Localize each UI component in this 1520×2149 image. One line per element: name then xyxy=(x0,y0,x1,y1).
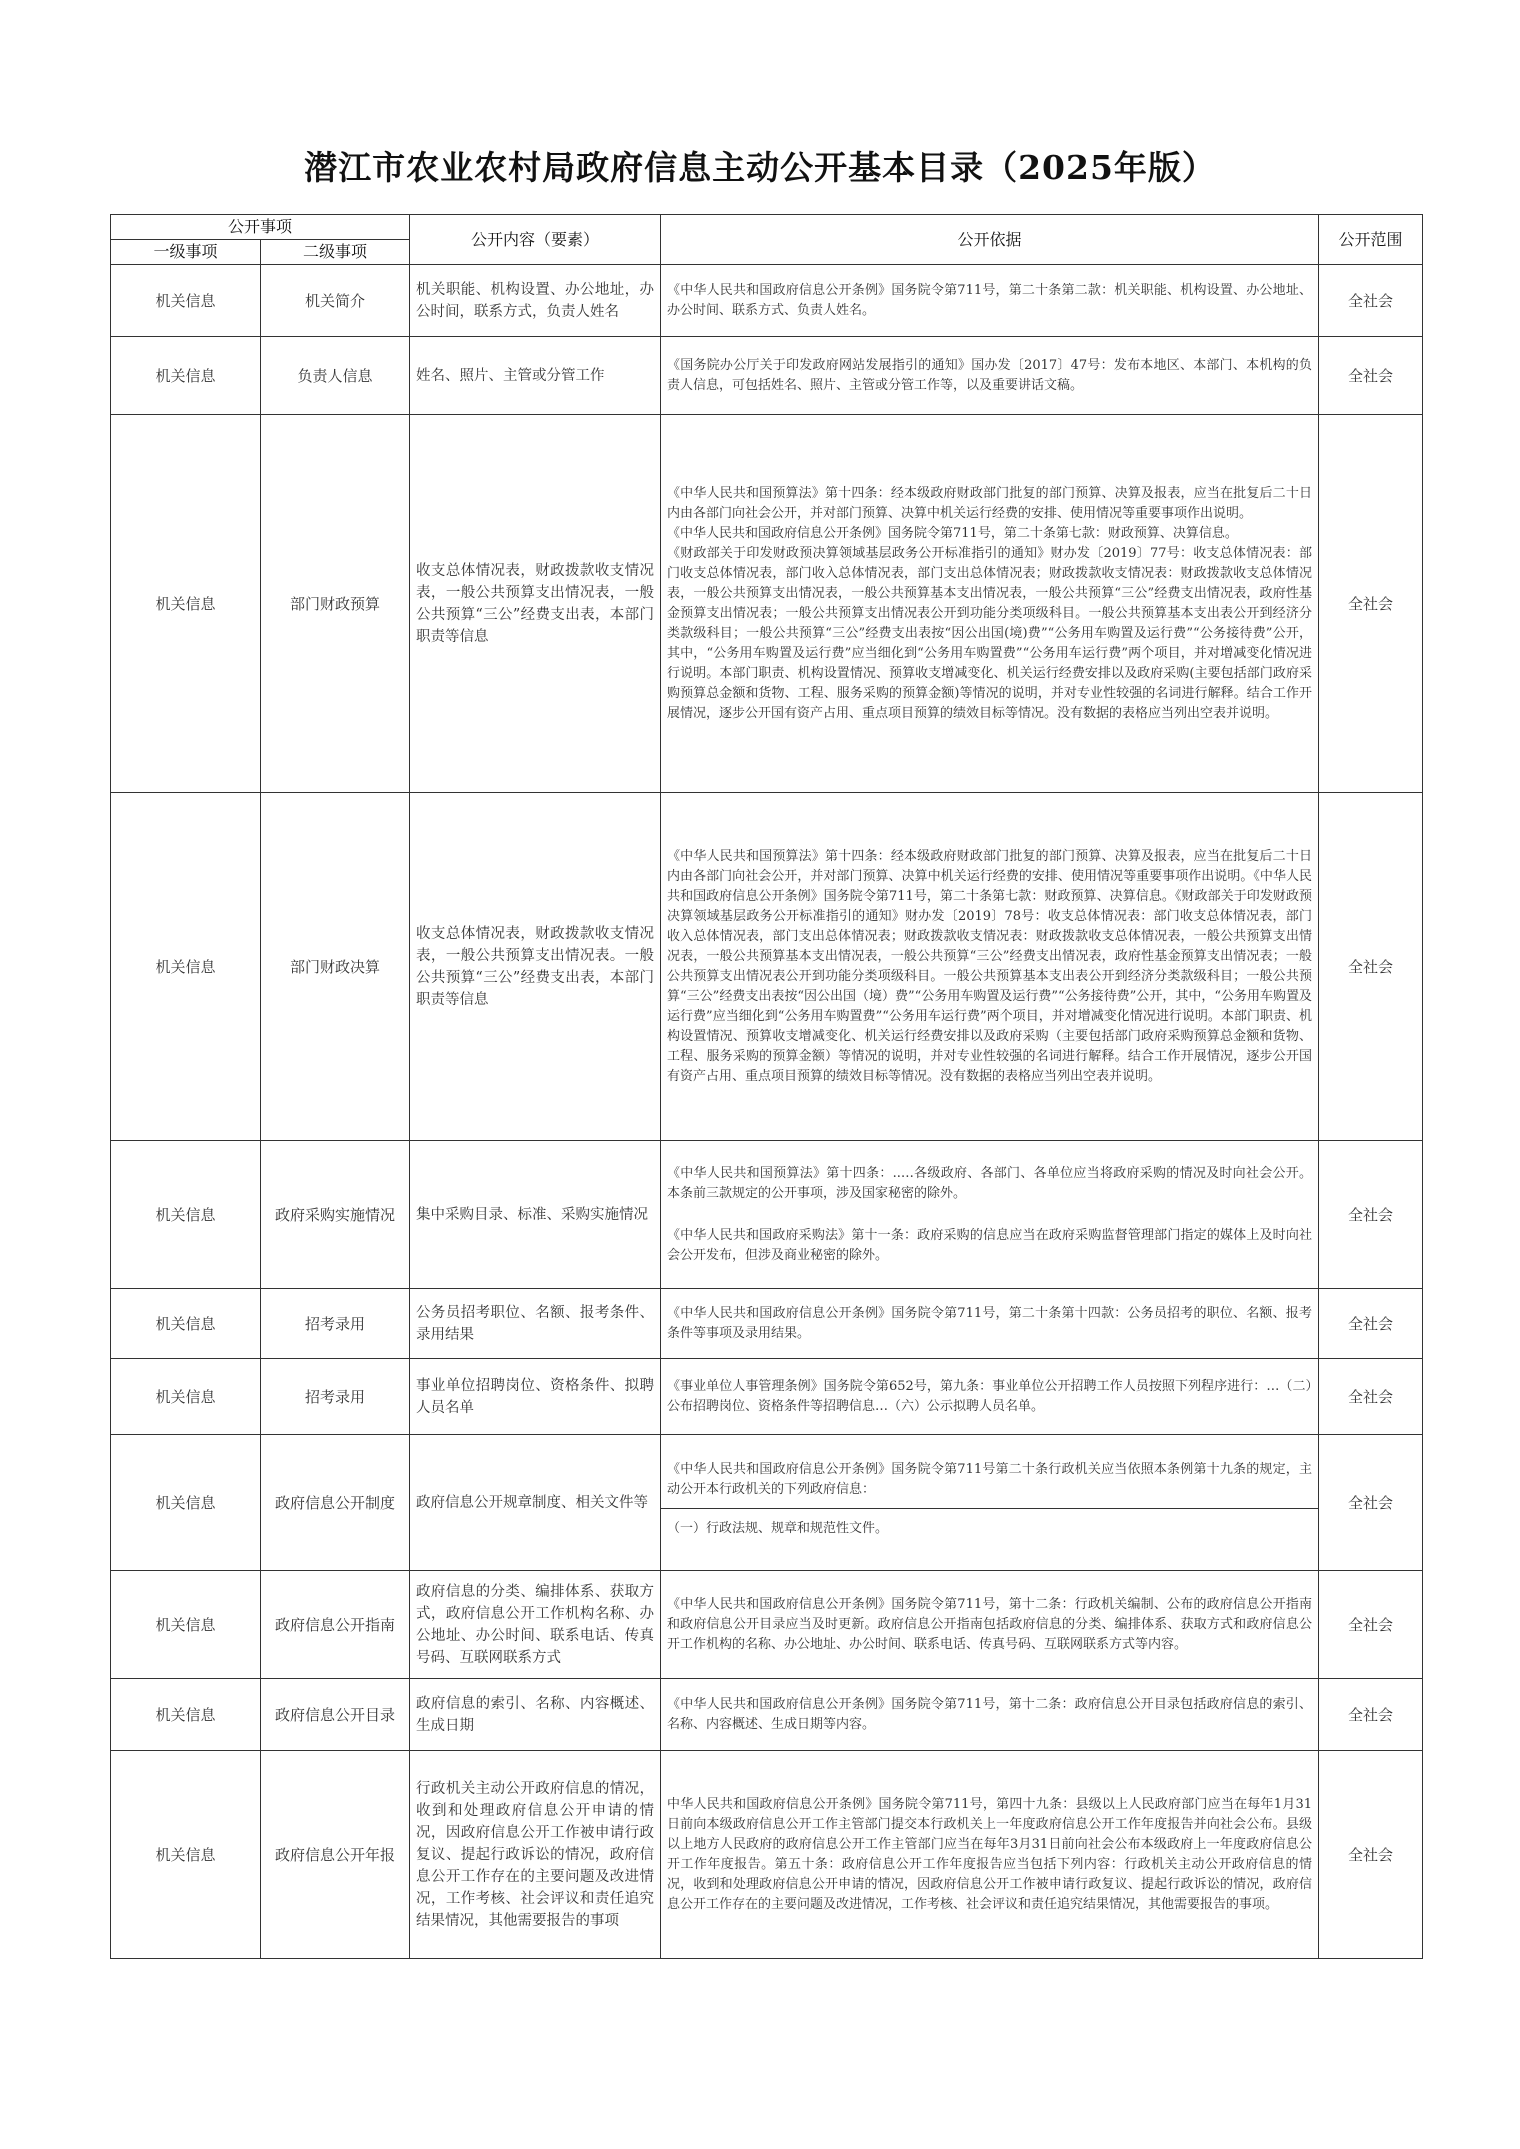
level2-cell: 负责人信息 xyxy=(261,337,410,415)
header-group: 公开事项 xyxy=(111,215,410,240)
header-scope: 公开范围 xyxy=(1319,215,1423,265)
content-cell: 机关职能、机构设置、办公地址，办公时间，联系方式，负责人姓名 xyxy=(410,265,661,337)
table-row xyxy=(111,1571,1423,1679)
level2-cell: 招考录用 xyxy=(261,1359,410,1435)
header-level2: 二级事项 xyxy=(261,240,410,265)
scope-cell: 全社会 xyxy=(1319,1679,1423,1751)
level1-cell: 机关信息 xyxy=(111,1571,261,1679)
basis-text: （一）行政法规、规章和规范性文件。 xyxy=(667,1521,889,1536)
scope-cell: 全社会 xyxy=(1319,1435,1423,1571)
level1-cell: 机关信息 xyxy=(111,1435,261,1571)
level1-cell: 机关信息 xyxy=(111,1679,261,1751)
basis-text: 《中华人民共和国预算法》第十四条：..…各级政府、各部门、各单位应当将政府采购的情况及时向社会公开。本条前三款规定的公开事项，涉及国家秘密的除外。 xyxy=(667,1165,1313,1201)
scope-cell: 全社会 xyxy=(1319,415,1423,793)
basis-text: 《中华人民共和国预算法》第十四条：经本级政府财政部门批复的部门预算、决算及报表，应当在批复后二十日内由各部门向社会公开，并对部门预算、决算中机关运行经费的安排、使用情况等重要事项作出说明。《中华人民共和国政府信息公开条例》国务院令第711号，第二十条第七款：财政预算、决算信息。《财政部关于印发财政预决算领域基层政务公开标准指引的通知》财办发〔2019〕78号：收支总体情况表：部门收支总体情况表，部门收入总体情况表，部门支出总体情况表；财政拨款收支情况表：财政拨款收支总体情况表，一般公共预算支出情况表，一般公共预算基本支出情况表，一般公共预算“三公”经费支出情况表，政府性基金预算支出情况表；一般公共预算支出情况表公开到功能分类项级科目。一般公共预算基本支出表公开到经济分类款级科目；一般公共预算“三公”经费支出表按“因公出国（境）费”“公务用车购置及运行费”“公务接待费”公开，其中，“公务用车购置及运行费”应当细化到“公务用车购置费”“公务用车运行费”两个项目，并对增减变化情况进行说明。本部门职责、机构设置情况、预算收支增减变化、机关运行经费安排以及政府采购（主要包括部门政府采购预算总金额和货物、工程、服务采购的预算金额）等情况的说明，并对专业性较强的名词进行解释。结合工作开展情况，逐步公开国有资产占用、重点项目预算的绩效目标等情况。没有数据的表格应当列出空表并说明。 xyxy=(667,848,1313,1084)
basis-text: 《中华人民共和国政府信息公开条例》国务院令第711号，第十二条：行政机关编制、公布的政府信息公开指南和政府信息公开目录应当及时更新。政府信息公开指南包括政府信息的分类、编排体系、获取方式和政府信息公开工作机构的名称、办公地址、办公时间、联系电话、传真号码、互联网联系方式等内容。 xyxy=(667,1596,1313,1652)
basis-cell xyxy=(661,1289,1319,1359)
level1-cell: 机关信息 xyxy=(111,1359,261,1435)
content-cell: 政府信息的分类、编排体系、获取方式，政府信息公开工作机构名称、办公地址、办公时间、联系电话、传真号码、互联网联系方式 xyxy=(410,1571,661,1679)
basis-text: 《国务院办公厅关于印发政府网站发展指引的通知》国办发〔2017〕47号：发布本地区、本部门、本机构的负责人信息，可包括姓名、照片、主管或分管工作等，以及重要讲话文稿。 xyxy=(667,357,1313,393)
basis-cell xyxy=(661,1679,1319,1751)
basis-cell xyxy=(661,415,1319,793)
basis-text: 《中华人民共和国预算法》第十四条：经本级政府财政部门批复的部门预算、决算及报表，应当在批复后二十日内由各部门向社会公开，并对部门预算、决算中机关运行经费的安排、使用情况等重要事项作出说明。 xyxy=(667,485,1313,521)
level1-cell: 机关信息 xyxy=(111,1289,261,1359)
table-row xyxy=(111,337,1423,415)
content-cell: 公务员招考职位、名额、报考条件、录用结果 xyxy=(410,1289,661,1359)
content-cell: 姓名、照片、主管或分管工作 xyxy=(410,337,661,415)
basis-cell xyxy=(661,1435,1319,1571)
level2-cell: 招考录用 xyxy=(261,1289,410,1359)
table-row xyxy=(111,1751,1423,1959)
content-cell: 集中采购目录、标准、采购实施情况 xyxy=(410,1141,661,1289)
content-cell: 收支总体情况表，财政拨款收支情况表，一般公共预算支出情况表，一般公共预算“三公”经费支出表，本部门职责等信息 xyxy=(410,415,661,793)
scope-cell: 全社会 xyxy=(1319,793,1423,1141)
level1-cell: 机关信息 xyxy=(111,415,261,793)
level2-cell: 政府信息公开指南 xyxy=(261,1571,410,1679)
content-cell: 行政机关主动公开政府信息的情况，收到和处理政府信息公开申请的情况，因政府信息公开工作被申请行政复议、提起行政诉讼的情况，政府信息公开工作存在的主要问题及改进情况，工作考核、社会评议和责任追究结果情况，其他需要报告的事项 xyxy=(410,1751,661,1959)
level1-cell: 机关信息 xyxy=(111,1751,261,1959)
scope-cell: 全社会 xyxy=(1319,1289,1423,1359)
content-cell: 收支总体情况表，财政拨款收支情况表，一般公共预算支出情况表。一般公共预算“三公”经费支出表，本部门职责等信息 xyxy=(410,793,661,1141)
basis-text: 《财政部关于印发财政预决算领域基层政务公开标准指引的通知》财办发〔2019〕77号：收支总体情况表：部门收支总体情况表，部门收入总体情况表，部门支出总体情况表；财政拨款收支情况表：财政拨款收支总体情况表，一般公共预算支出情况表，一般公共预算基本支出情况表，一般公共预算“三公”经费支出情况表，政府性基金预算支出情况表；一般公共预算支出情况表公开到功能分类项级科目。一般公共预算基本支出表公开到经济分类款级科目；一般公共预算“三公”经费支出表按“因公出国(境)费”“公务用车购置及运行费”“公务接待费”公开，其中，“公务用车购置及运行费”应当细化到“公务用车购置费”“公务用车运行费”两个项目，并对增减变化情况进行说明。本部门职责、机构设置情况、预算收支增减变化、机关运行经费安排以及政府采购(主要包括部门政府采购预算总金额和货物、工程、服务采购的预算金额)等情况的说明，并对专业性较强的名词进行解释。结合工作开展情况，逐步公开国有资产占用、重点项目预算的绩效目标等情况。没有数据的表格应当列出空表并说明。 xyxy=(667,545,1313,721)
header-level1: 一级事项 xyxy=(111,240,261,265)
level1-cell: 机关信息 xyxy=(111,793,261,1141)
catalog-table xyxy=(110,214,1423,1959)
page-title: 潜江市农业农村局政府信息主动公开基本目录（2025年版） xyxy=(304,148,1216,187)
content-cell: 事业单位招聘岗位、资格条件、拟聘人员名单 xyxy=(410,1359,661,1435)
basis-text: 《中华人民共和国政府信息公开条例》国务院令第711号，第二十条第二款：机关职能、机构设置、办公地址、办公时间、联系方式、负责人姓名。 xyxy=(667,282,1313,318)
basis-cell xyxy=(661,1751,1319,1959)
inner-divider xyxy=(661,1508,1318,1509)
table-row xyxy=(111,1435,1423,1571)
level2-cell: 政府信息公开目录 xyxy=(261,1679,410,1751)
basis-text: 《事业单位人事管理条例》国务院令第652号，第九条：事业单位公开招聘工作人员按照下列程序进行：…（二）公布招聘岗位、资格条件等招聘信息…（六）公示拟聘人员名单。 xyxy=(667,1378,1313,1414)
basis-cell xyxy=(661,1571,1319,1679)
level2-cell: 政府信息公开制度 xyxy=(261,1435,410,1571)
basis-text: 中华人民共和国政府信息公开条例》国务院令第711号，第四十九条：县级以上人民政府部门应当在每年1月31日前向本级政府信息公开工作主管部门提交本行政机关上一年度政府信息公开工作年度报告并向社会公布。县级以上地方人民政府的政府信息公开工作主管部门应当在每年3月31日前向社会公布本级政府上一年度政府信息公开工作年度报告。第五十条：政府信息公开工作年度报告应当包括下列内容：行政机关主动公开政府信息的情况，收到和处理政府信息公开申请的情况，因政府信息公开工作被申请行政复议、提起行政诉讼的情况，政府信息公开工作存在的主要问题及改进情况，工作考核、社会评议和责任追究结果情况，其他需要报告的事项。 xyxy=(667,1796,1313,1912)
scope-cell: 全社会 xyxy=(1319,1751,1423,1959)
level2-cell: 政府信息公开年报 xyxy=(261,1751,410,1959)
level1-cell: 机关信息 xyxy=(111,337,261,415)
header-content: 公开内容（要素） xyxy=(410,215,661,265)
basis-cell xyxy=(661,337,1319,415)
table-row xyxy=(111,1141,1423,1289)
level2-cell: 政府采购实施情况 xyxy=(261,1141,410,1289)
level1-cell: 机关信息 xyxy=(111,265,261,337)
level2-cell: 部门财政预算 xyxy=(261,415,410,793)
scope-cell: 全社会 xyxy=(1319,265,1423,337)
level1-cell: 机关信息 xyxy=(111,1141,261,1289)
basis-cell xyxy=(661,793,1319,1141)
table-row xyxy=(111,265,1423,337)
table-row xyxy=(111,1679,1423,1751)
table-row xyxy=(111,793,1423,1141)
basis-cell xyxy=(661,1141,1319,1289)
scope-cell: 全社会 xyxy=(1319,1359,1423,1435)
table-row xyxy=(111,415,1423,793)
basis-text: 《中华人民共和国政府采购法》第十一条：政府采购的信息应当在政府采购监督管理部门指定的媒体上及时向社会公开发布，但涉及商业秘密的除外。 xyxy=(667,1227,1313,1263)
basis-cell xyxy=(661,1359,1319,1435)
table-row xyxy=(111,1359,1423,1435)
content-cell: 政府信息公开规章制度、相关文件等 xyxy=(410,1435,661,1571)
basis-text: 《中华人民共和国政府信息公开条例》国务院令第711号，第十二条：政府信息公开目录包括政府信息的索引、名称、内容概述、生成日期等内容。 xyxy=(667,1696,1313,1732)
table-row xyxy=(111,1289,1423,1359)
basis-text: 《中华人民共和国政府信息公开条例》国务院令第711号，第二十条第七款：财政预算、决算信息。 xyxy=(667,525,1238,541)
basis-text: 《中华人民共和国政府信息公开条例》国务院令第711号，第二十条第十四款：公务员招考的职位、名额、报考条件等事项及录用结果。 xyxy=(667,1305,1313,1341)
scope-cell: 全社会 xyxy=(1319,337,1423,415)
scope-cell: 全社会 xyxy=(1319,1141,1423,1289)
level2-cell: 部门财政决算 xyxy=(261,793,410,1141)
content-cell: 政府信息的索引、名称、内容概述、生成日期 xyxy=(410,1679,661,1751)
basis-cell xyxy=(661,265,1319,337)
scope-cell: 全社会 xyxy=(1319,1571,1423,1679)
header-basis: 公开依据 xyxy=(661,215,1319,265)
level2-cell: 机关简介 xyxy=(261,265,410,337)
basis-text: 《中华人民共和国政府信息公开条例》国务院令第711号第二十条行政机关应当依照本条例第十九条的规定，主动公开本行政机关的下列政府信息： xyxy=(667,1462,1313,1497)
